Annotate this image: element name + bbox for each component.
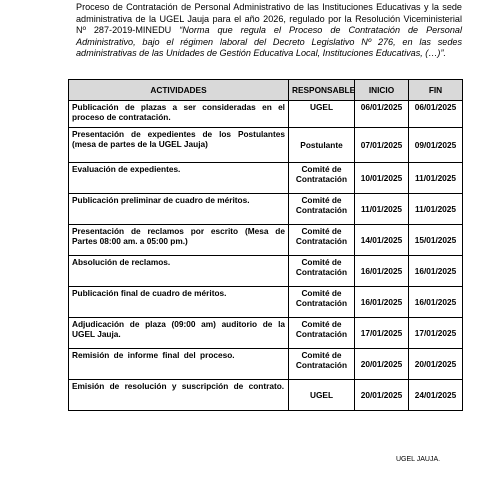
end-cell: 09/01/2025 [409, 128, 463, 163]
start-cell: 17/01/2025 [355, 318, 409, 349]
start-cell: 06/01/2025 [355, 101, 409, 128]
start-cell: 10/01/2025 [355, 163, 409, 194]
responsible-cell: Postulante [289, 128, 355, 163]
header-responsible: RESPONSABLE [289, 80, 355, 101]
responsible-cell: Comité de Contratación [289, 349, 355, 380]
table-row [69, 349, 463, 380]
intro-text: Proceso de Contratación de Personal Administrativo de las Instituciones Educativas y la sede administrativa de la UGEL Jauja para el año 2026, regulado por la Resolución Viceministerial Nº 287-2019-MINEDU [76, 2, 462, 35]
responsible-cell: Comité de Contratación [289, 163, 355, 194]
start-cell: 11/01/2025 [355, 194, 409, 225]
end-cell: 17/01/2025 [409, 318, 463, 349]
activity-cell: Publicación final de cuadro de méritos. [69, 287, 289, 318]
intro-paragraph [76, 2, 462, 60]
activity-cell: Presentación de reclamos por escrito (Mesa de Partes 08:00 am. a 05:00 pm.) [69, 225, 289, 256]
activity-cell: Absolución de reclamos. [69, 256, 289, 287]
table-row [69, 194, 463, 225]
activity-cell: Publicación de plazas a ser consideradas en el proceso de contratación. [69, 101, 289, 128]
end-cell: 20/01/2025 [409, 349, 463, 380]
table-row [69, 380, 463, 411]
end-cell: 15/01/2025 [409, 225, 463, 256]
responsible-cell: Comité de Contratación [289, 256, 355, 287]
end-cell: 16/01/2025 [409, 287, 463, 318]
table-row [69, 318, 463, 349]
header-start: INICIO [355, 80, 409, 101]
start-cell: 16/01/2025 [355, 287, 409, 318]
end-cell: 06/01/2025 [409, 101, 463, 128]
table-row [69, 256, 463, 287]
table-row [69, 163, 463, 194]
end-cell: 16/01/2025 [409, 256, 463, 287]
start-cell: 16/01/2025 [355, 256, 409, 287]
end-cell: 11/01/2025 [409, 163, 463, 194]
activity-cell: Evaluación de expedientes. [69, 163, 289, 194]
responsible-cell: Comité de Contratación [289, 225, 355, 256]
responsible-cell: UGEL [289, 101, 355, 128]
table-row [69, 101, 463, 128]
table-row [69, 287, 463, 318]
end-cell: 24/01/2025 [409, 380, 463, 411]
activity-cell: Adjudicación de plaza (09:00 am) auditorio de la UGEL Jauja. [69, 318, 289, 349]
intro-quote: “Norma que regula el Proceso de Contratación de Personal Administrativo, bajo el régimen laboral del Decreto Legislativo Nº 276, en las sedes administrativas de las Unidades de Gestión Educativa Local, Instituciones Educativas, (…)”. [76, 25, 462, 58]
responsible-cell: Comité de Contratación [289, 287, 355, 318]
start-cell: 14/01/2025 [355, 225, 409, 256]
responsible-cell: UGEL [289, 380, 355, 411]
start-cell: 20/01/2025 [355, 380, 409, 411]
activity-cell: Publicación preliminar de cuadro de méritos. [69, 194, 289, 225]
schedule-table [68, 79, 463, 411]
header-end: FIN [409, 80, 463, 101]
table-row [69, 225, 463, 256]
activity-cell: Emisión de resolución y suscripción de contrato. [69, 380, 289, 411]
table-header-row [69, 80, 463, 101]
responsible-cell: Comité de Contratación [289, 318, 355, 349]
table-row [69, 128, 463, 163]
header-activities: ACTIVIDADES [69, 80, 289, 101]
responsible-cell: Comité de Contratación [289, 194, 355, 225]
footer-signature: UGEL JAUJA. [396, 456, 441, 463]
start-cell: 20/01/2025 [355, 349, 409, 380]
activity-cell: Remisión de informe final del proceso. [69, 349, 289, 380]
activity-cell: Presentación de expedientes de los Postulantes (mesa de partes de la UGEL Jauja) [69, 128, 289, 163]
start-cell: 07/01/2025 [355, 128, 409, 163]
end-cell: 11/01/2025 [409, 194, 463, 225]
